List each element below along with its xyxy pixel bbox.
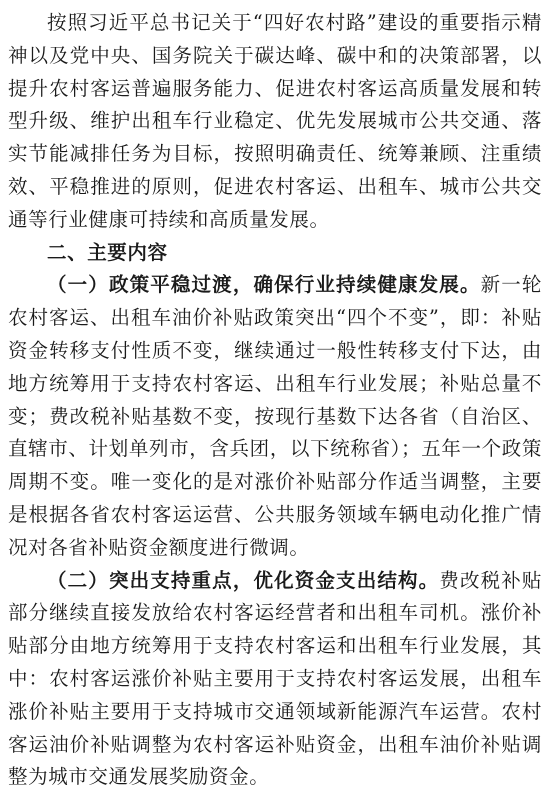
item-1-paragraph [8,269,542,564]
item-1-lead: （一）政策平稳过渡，确保行业持续健康发展。 [47,273,481,297]
item-2-body: 费改税补贴部分继续直接发放给农村客运经营者和出租车司机。涨价补贴部分由地方统筹用于支持农村客运和出租车行业发展，其中：农村客运涨价补贴主要用于支持农村客运发展，出租车涨价补贴主要用于支持城市交通领域新能源汽车运营。农村客运油价补贴调整为农村客运补贴资金，出租车油价补贴调整为城市交通发展奖励资金。 [8,568,542,789]
intro-paragraph: 按照习近平总书记关于“四好农村路”建设的重要指示精神以及党中央、国务院关于碳达峰、碳中和的决策部署，以提升农村客运普遍服务能力、促进农村客运高质量发展和转型升级、维护出租车行业稳定、优先发展城市公共交通、落实节能减排任务为目标，按照明确责任、统筹兼顾、注重绩效、平稳推进的原则，促进农村客运、出租车、城市公共交通等行业健康可持续和高质量发展。 [8,11,542,231]
section-heading: 二、主要内容 [47,240,168,264]
item-2-paragraph [8,565,542,794]
item-2-lead: （二）突出支持重点，优化资金支出结构。 [47,568,440,592]
item-1-body: 新一轮农村客运、出租车油价补贴政策突出“四个不变”，即：补贴资金转移支付性质不变，继续通过一般性转移支付下达，由地方统筹用于支持农村客运、出租车行业发展；补贴总量不变；费改税补贴基数不变，按现行基数下达各省（自治区、直辖市、计划单列市，含兵团，以下统称省）；五年一个政策周期不变。唯一变化的是对涨价补贴部分作适当调整，主要是根据各省农村客运运营、公共服务领域车辆电动化推广情况对各省补贴资金额度进行微调。 [8,273,542,559]
